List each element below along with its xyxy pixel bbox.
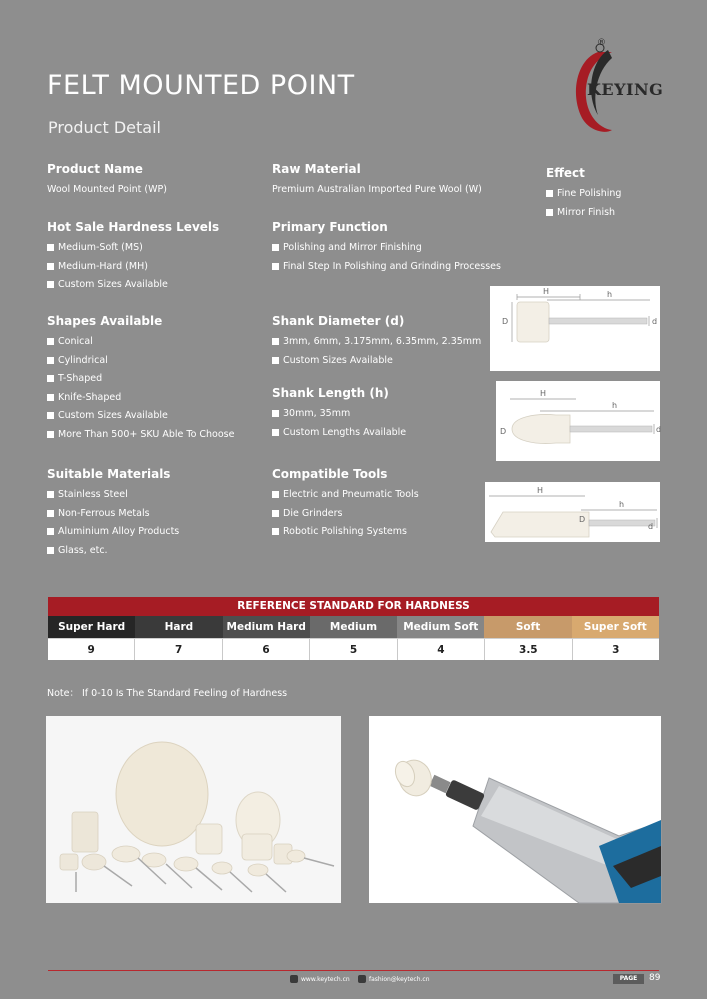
hardness-category: Medium	[310, 616, 397, 638]
shank-diameter-section	[272, 314, 481, 373]
section-heading: Primary Function	[272, 220, 388, 234]
hardness-value: 6	[223, 639, 310, 660]
knife-point-diagram	[485, 482, 660, 542]
list-item: Custom Sizes Available	[47, 410, 234, 429]
raw-material-value: Premium Australian Imported Pure Wool (W)	[272, 184, 482, 195]
registered-mark: ®	[597, 38, 606, 48]
label-H: H	[543, 287, 550, 296]
hardness-value: 7	[135, 639, 222, 660]
cylindrical-point-diagram	[490, 286, 660, 371]
hardness-value: 3	[612, 644, 620, 656]
product-name-value: Wool Mounted Point (WP)	[47, 184, 167, 195]
section-heading: Raw Material	[272, 162, 361, 176]
page-title: FELT MOUNTED POINT	[47, 70, 355, 101]
raw-material-section	[272, 162, 482, 195]
list-item: More Than 500+ SKU Able To Choose	[47, 429, 234, 448]
table-title: REFERENCE STANDARD FOR HARDNESS	[48, 597, 659, 616]
list-item: Mirror Finish	[546, 207, 621, 226]
list-item: Fine Polishing	[546, 188, 621, 207]
shapes-section	[47, 314, 234, 447]
label-D: D	[579, 515, 586, 524]
list-item: Die Grinders	[272, 508, 419, 527]
list-item: Non-Ferrous Metals	[47, 508, 179, 527]
effect-section	[546, 166, 621, 225]
label-h: h	[607, 290, 613, 299]
hardness-value: 3.5	[485, 639, 572, 660]
shank-length-section	[272, 386, 406, 445]
footer-website[interactable]	[290, 975, 350, 983]
list-item: T-Shaped	[47, 373, 234, 392]
hardness-value: 5	[310, 639, 397, 660]
section-heading: Effect	[546, 166, 585, 180]
list-item: Medium-Hard (MH)	[47, 261, 219, 280]
label-H: H	[537, 486, 544, 495]
page-number: 89	[649, 973, 661, 983]
list-item: Electric and Pneumatic Tools	[272, 489, 419, 508]
hardness-category: Super Hard	[48, 616, 135, 638]
label-h: h	[619, 500, 625, 509]
list-item: Stainless Steel	[47, 489, 179, 508]
table-value-row	[48, 638, 659, 660]
hardness-category: Hard	[135, 616, 222, 638]
hardness-category: Super Soft	[572, 616, 659, 638]
label-D: D	[500, 427, 507, 436]
hardness-category: Medium Soft	[397, 616, 484, 638]
label-d: d	[648, 522, 654, 531]
hardness-value: 4	[398, 639, 485, 660]
section-heading: Shapes Available	[47, 314, 163, 328]
list-item: Custom Sizes Available	[272, 355, 481, 374]
website-link[interactable]: www.keytech.cn	[301, 975, 350, 983]
hardness-category: Soft	[484, 616, 571, 638]
felt-points-assortment-photo	[46, 716, 341, 903]
label-d: d	[656, 425, 662, 434]
section-heading: Product Name	[47, 162, 143, 176]
label-H: H	[540, 389, 547, 398]
section-heading: Suitable Materials	[47, 467, 171, 481]
footer-email[interactable]	[358, 975, 430, 983]
mail-icon	[358, 975, 366, 983]
section-heading: Shank Diameter (d)	[272, 314, 405, 328]
compatible-tools-section	[272, 467, 419, 545]
list-item: 30mm, 35mm	[272, 408, 406, 427]
primary-function-section	[272, 220, 501, 279]
product-name-section	[47, 162, 167, 195]
page-subtitle: Product Detail	[48, 118, 161, 137]
list-item: 3mm, 6mm, 3.175mm, 6.35mm, 2.35mm	[272, 336, 481, 355]
list-item: Robotic Polishing Systems	[272, 526, 419, 545]
suitable-materials-section	[47, 467, 179, 563]
label-h: h	[612, 401, 618, 410]
list-item: Polishing and Mirror Finishing	[272, 242, 501, 261]
label-D: D	[502, 317, 509, 326]
die-grinder-photo	[369, 716, 661, 903]
table-header-row	[48, 616, 659, 638]
list-item: Custom Lengths Available	[272, 427, 406, 446]
hardness-value: 9	[48, 639, 135, 660]
hardness-levels-section	[47, 220, 219, 298]
globe-icon	[290, 975, 298, 983]
logo-text: KEYING	[587, 80, 664, 99]
section-heading: Hot Sale Hardness Levels	[47, 220, 220, 234]
section-heading: Compatible Tools	[272, 467, 388, 481]
conical-point-diagram	[496, 381, 660, 461]
hardness-note: Note： If 0-10 Is The Standard Feeling of Hardness	[47, 688, 288, 699]
list-item: Knife-Shaped	[47, 392, 234, 411]
list-item: Medium-Soft (MS)	[47, 242, 219, 261]
list-item: Final Step In Polishing and Grinding Processes	[272, 261, 501, 280]
label-d: d	[652, 317, 658, 326]
section-heading: Shank Length (h)	[272, 386, 389, 400]
footer-divider	[48, 970, 659, 971]
list-item: Aluminium Alloy Products	[47, 526, 179, 545]
list-item: Conical	[47, 336, 234, 355]
page-label: PAGE	[613, 974, 644, 984]
list-item: Custom Sizes Available	[47, 279, 219, 298]
hardness-reference-table	[48, 597, 659, 660]
hardness-category: Medium Hard	[223, 616, 310, 638]
list-item: Glass, etc.	[47, 545, 179, 564]
list-item: Cylindrical	[47, 355, 234, 374]
email-link[interactable]: fashion@keytech.cn	[369, 975, 430, 983]
